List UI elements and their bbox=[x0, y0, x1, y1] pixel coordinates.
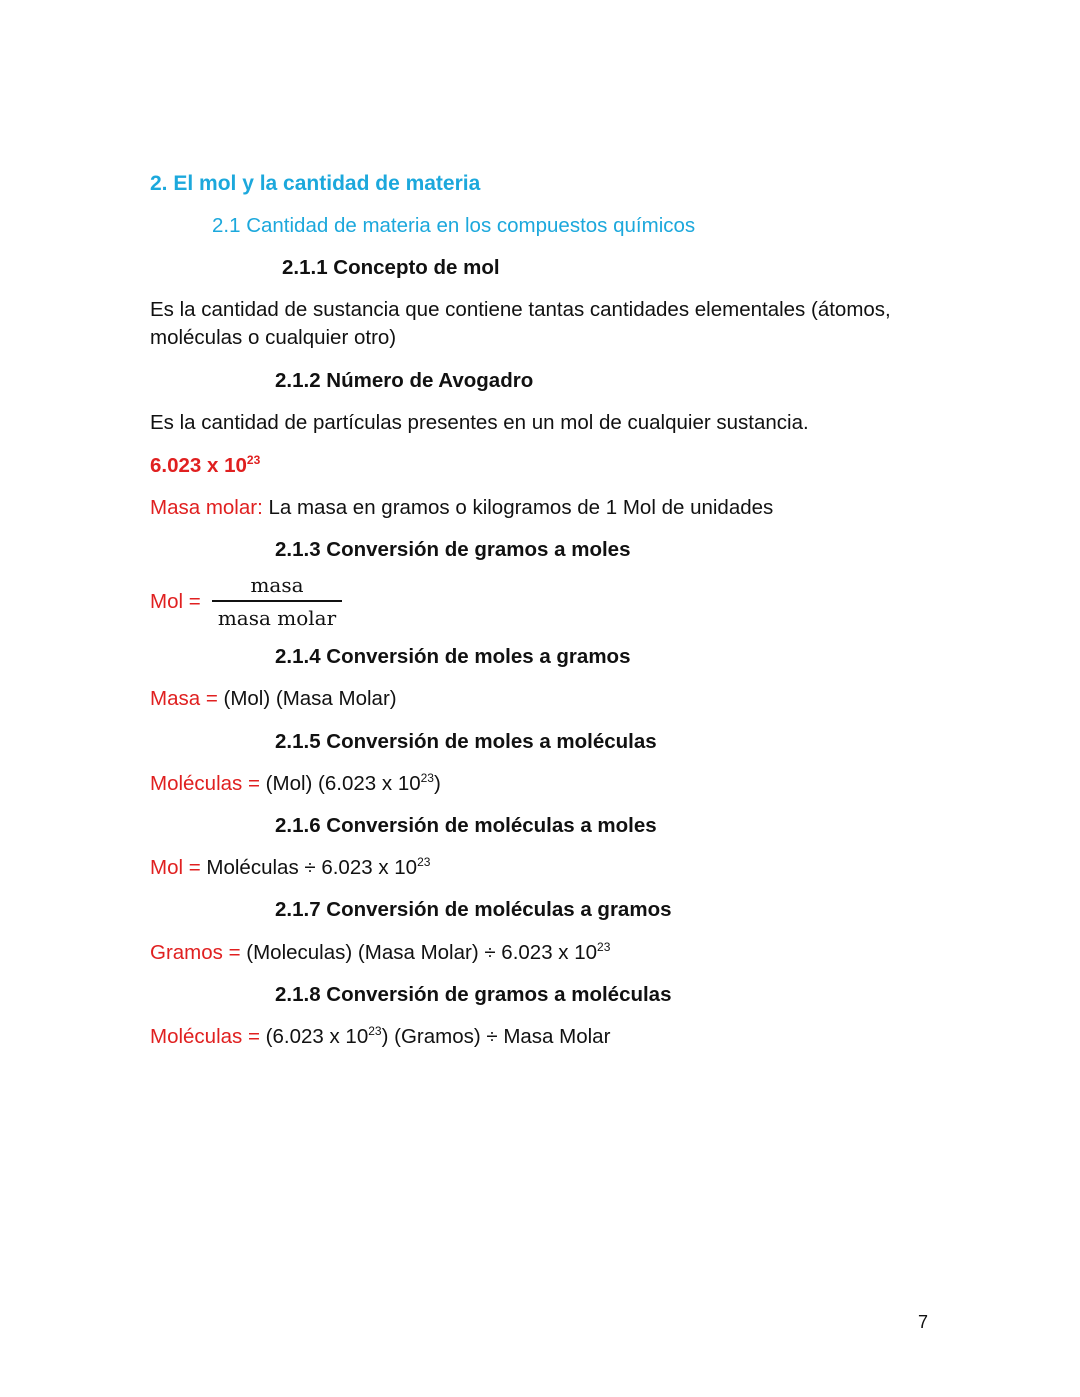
fraction-bar bbox=[212, 600, 342, 602]
masa-molar-definition: Masa molar: La masa en gramos o kilogramos de 1 Mol de unidades bbox=[150, 496, 774, 519]
fraction bbox=[212, 572, 342, 630]
heading-moleculas-moles: 2.1.6 Conversión de moléculas a moles bbox=[275, 814, 657, 837]
heading-moles-moleculas: 2.1.5 Conversión de moles a moléculas bbox=[275, 730, 657, 753]
section-title: 2. El mol y la cantidad de materia bbox=[150, 172, 481, 195]
masa-molar-label: Masa molar: bbox=[150, 496, 263, 519]
formula-moleculas-1: Moléculas = (Mol) (6.023 x $10^{23}$) bbox=[150, 771, 441, 795]
fraction-numerator: masa bbox=[250, 573, 304, 597]
avogadro-text: Es la cantidad de partículas presentes en un mol de cualquier sustancia. bbox=[150, 411, 809, 434]
subsection-title: 2.1 Cantidad de materia en los compuestos químicos bbox=[212, 214, 696, 237]
heading-moleculas-gramos: 2.1.7 Conversión de moléculas a gramos bbox=[275, 898, 672, 921]
page-number: 7 bbox=[918, 1312, 929, 1332]
heading-gramos-moles: 2.1.3 Conversión de gramos a moles bbox=[275, 538, 631, 561]
formula-moleculas-2: Moléculas = (6.023 x $10^{23}$) (Gramos) ÷ Masa Molar bbox=[150, 1024, 611, 1048]
heading-gramos-moleculas: 2.1.8 Conversión de gramos a moléculas bbox=[275, 983, 672, 1006]
fraction-denominator: masa molar bbox=[217, 606, 337, 630]
formula-masa: Masa = (Mol) (Masa Molar) bbox=[150, 687, 397, 710]
concepto-text: Es la cantidad de sustancia que contiene tantas cantidades elementales (átomos, moléculas o cualquier otro) bbox=[150, 298, 891, 349]
heading-avogadro: 2.1.2 Número de Avogadro bbox=[275, 369, 534, 392]
formula-mol-label: Mol = bbox=[150, 590, 201, 613]
heading-concepto-mol: 2.1.1 Concepto de mol bbox=[282, 256, 500, 279]
heading-moles-gramos: 2.1.4 Conversión de moles a gramos bbox=[275, 645, 631, 668]
formula-mol-2: Mol = Moléculas ÷ 6.023 x $10^{23}$ bbox=[150, 855, 431, 879]
formula-gramos: Gramos = (Moleculas) (Masa Molar) ÷ 6.023 x $10^{23}$ bbox=[150, 940, 611, 964]
avogadro-value: 6.023 x $10^{23}$ bbox=[150, 453, 261, 477]
